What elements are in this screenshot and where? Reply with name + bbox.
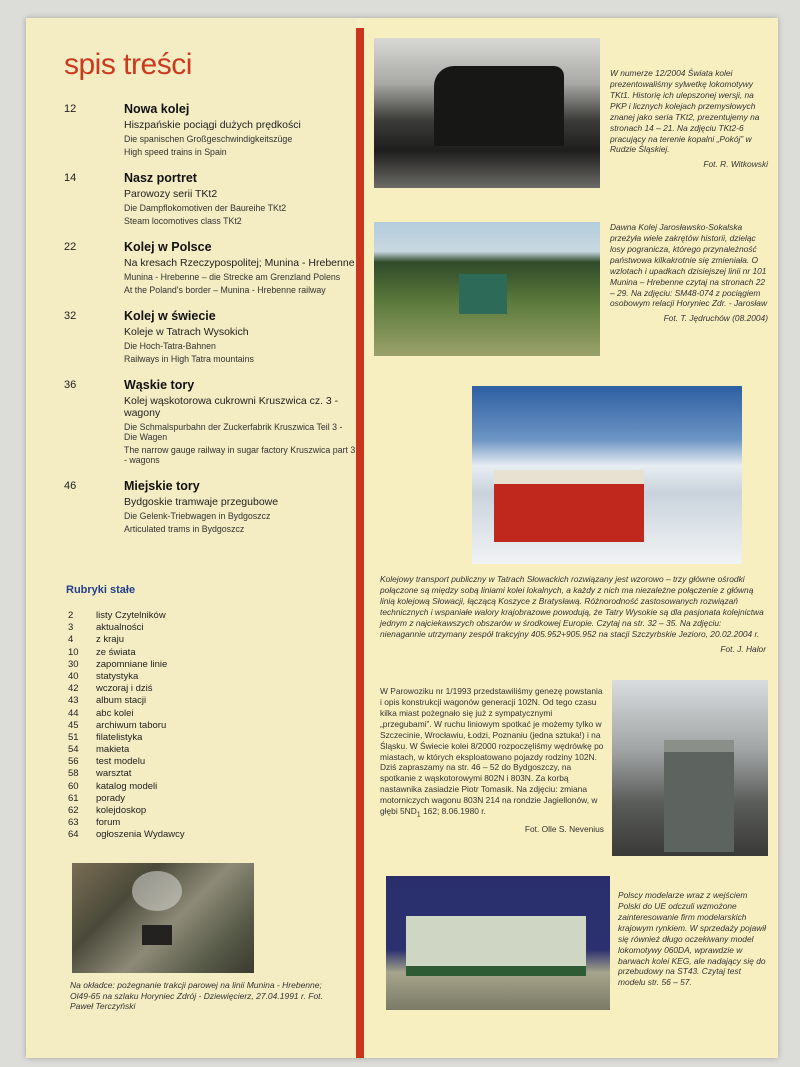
regular-section-label: test modelu: [96, 756, 146, 768]
regular-section-item[interactable]: [68, 720, 328, 732]
caption-subscript: 1: [416, 811, 421, 819]
regular-section-item[interactable]: [68, 610, 328, 622]
regular-section-label: forum: [96, 817, 121, 829]
article-title-en: Railways in High Tatra mountains: [124, 354, 254, 364]
caption-tail: 162; 8.06.1980 r.: [420, 806, 486, 817]
locomotive-shape: [434, 66, 564, 146]
regular-section-label: listy Czytelników: [96, 610, 166, 621]
magazine-page: [26, 18, 778, 1058]
caption-bydgoszcz: [380, 686, 604, 835]
regular-section-label: wczoraj i dziś: [96, 683, 153, 695]
section-heading: Nowa kolej: [124, 102, 190, 116]
regular-section-item[interactable]: [68, 683, 328, 695]
caption-text: Polscy modelarze wraz z wejściem Polski do UE odczuli wzmożone zainteresowanie firm modelarskich krajowym rynkiem. W sprzedaży pojawił się również długo oczekiwany model lokomotywy 060DA, wprawdzie w barwach kolei KEG, ale nadający się do przebudowy na ST43. Czytaj test modelu str. 56 – 57.: [618, 890, 766, 988]
regular-section-label: ze świata: [96, 646, 136, 658]
caption-munina: [610, 222, 768, 324]
steam-cloud: [132, 871, 182, 911]
article-title-de: Die Hoch-Tatra-Bahnen: [124, 341, 216, 351]
page-number: 45: [68, 719, 79, 731]
regular-section-item[interactable]: [68, 622, 328, 634]
toc-section[interactable]: [56, 309, 356, 364]
regular-sections-list: [68, 610, 328, 842]
section-heading: Kolej w Polsce: [124, 240, 212, 254]
page-number: 64: [68, 829, 79, 841]
caption-tatra: [380, 574, 766, 654]
page-number: 10: [68, 646, 79, 658]
article-title-en: Steam locomotives class TKt2: [124, 216, 242, 226]
table-of-contents-column: [26, 18, 356, 1058]
caption-tkt2: [610, 68, 768, 170]
locomotive-shape: [142, 925, 172, 945]
regular-section-label: warsztat: [96, 768, 132, 780]
page-number: 12: [64, 103, 77, 115]
toc-list: [56, 102, 356, 548]
locomotive-shape: [459, 274, 507, 314]
article-title-pl: Kolej wąskotorowa cukrowni Kruszwica cz. 3 - wagony: [124, 395, 339, 419]
regular-section-item[interactable]: [68, 659, 328, 671]
regular-section-item[interactable]: [68, 708, 328, 720]
toc-section[interactable]: [56, 171, 356, 226]
regular-section-item[interactable]: [68, 732, 328, 744]
photo-credit: Fot. R. Witkowski: [703, 159, 768, 170]
regular-section-label: filatelistyka: [96, 731, 143, 743]
article-title-de: Munina - Hrebenne – die Strecke am Grenzland Polens: [124, 272, 341, 282]
page-number: 32: [64, 310, 77, 322]
photo-column: [364, 18, 778, 1058]
red-divider: [356, 28, 364, 1058]
regular-section-label: statystyka: [96, 670, 139, 682]
regular-section-label: abc kolei: [96, 707, 134, 719]
tram-shape: [494, 470, 644, 542]
regular-section-item[interactable]: [68, 756, 328, 768]
section-heading: Miejskie tory: [124, 479, 200, 493]
page-number: 46: [64, 480, 77, 492]
section-heading: Nasz portret: [124, 171, 197, 185]
photo-credit: Fot. T. Jędruchów (08.2004): [663, 313, 768, 324]
photo-credit: Fot. Olle S. Nevenius: [524, 823, 604, 834]
regular-section-item[interactable]: [68, 744, 328, 756]
regular-section-item[interactable]: [68, 793, 328, 805]
article-title-de: Die Dampflokomotiven der Baureihe TKt2: [124, 203, 287, 213]
page-number: 54: [68, 744, 79, 756]
article-title-en: The narrow gauge railway in sugar factory Kruszwica part 3 - wagons: [124, 445, 356, 465]
regular-section-label: ogłoszenia Wydawcy: [96, 829, 185, 841]
page-number: 36: [64, 379, 77, 391]
photo-model-locomotive: [386, 876, 610, 1010]
toc-section[interactable]: [56, 378, 356, 465]
article-title-pl: Bydgoskie tramwaje przegubowe: [124, 496, 279, 508]
caption-text: Kolejowy transport publiczny w Tatrach Słowackich rozwiązany jest wzorowo – trzy główne ośrodki połączone są między sobą liniami kolei lokalnych, a każdy z nich ma niezależne połączenie z główną linią kolejową Słowacji, łączącą Koszyce z Bratysławą. Różnorodność zastosowanych rozwiązań technicznych i wspaniałe walory krajobrazowe powodują, że Tatry Wysokie są dla pasjonata kolejnictwa jednym z najciekawszych obszarów w środkowej Europie. Czytaj na str. 32 – 35. Na zdjęciu: nienagannie utrzymany zespół trakcyjny 405.952+905.952 na stacji Szczyrbskie Jezioro, 20.02.2004 r.: [380, 574, 764, 639]
article-title-en: High speed trains in Spain: [124, 147, 227, 157]
regular-section-item[interactable]: [68, 647, 328, 659]
article-title-de: Die Schmalspurbahn der Zuckerfabrik Kruszwica Teil 3 - Die Wagen: [124, 422, 343, 442]
caption-text: W numerze 12/2004 Świata kolei prezentowaliśmy sylwetkę lokomotywy TKt1. Historię ich ulepszonej wersji, na PKP i licznych kolejach przemysłowych znanej jako seria TKt2, prezentujemy na stronach 14 – 21. Na zdjęciu TKt2-6 pracujący na terenie kopalni „Pokój” w Rudzie Śląskiej.: [610, 68, 760, 155]
section-heading: Kolej w świecie: [124, 309, 216, 323]
photo-steam-locomotive: [374, 38, 600, 188]
page-number: 40: [68, 670, 79, 682]
page-title: spis treści: [64, 48, 192, 81]
regular-section-item[interactable]: [68, 817, 328, 829]
regular-section-label: katalog modeli: [96, 780, 158, 792]
regular-section-item[interactable]: [68, 781, 328, 793]
article-title-pl: Hiszpańskie pociągi dużych prędkości: [124, 119, 301, 131]
locomotive-shape: [406, 916, 586, 976]
article-title-pl: Koleje w Tatrach Wysokich: [124, 326, 249, 338]
photo-tatra-tram: [472, 386, 742, 564]
page-number: 63: [68, 817, 79, 829]
regular-section-label: archiwum taboru: [96, 719, 167, 731]
page-number: 42: [68, 683, 79, 695]
page-number: 4: [68, 634, 74, 646]
page-number: 43: [68, 695, 79, 707]
regular-section-label: zapomniane linie: [96, 658, 168, 670]
tram-shape: [664, 740, 734, 852]
regular-section-label: z kraju: [96, 634, 124, 646]
cover-caption: Na okładce: pożegnanie trakcji parowej na linii Munina - Hrebenne; Ol49-65 na szlaku Horyniec Zdrój - Dziewięcierz, 27.04.1991 r. Fot. Paweł Terczyński: [70, 980, 323, 1012]
toc-section[interactable]: [56, 240, 356, 295]
toc-section[interactable]: [56, 102, 356, 157]
regular-section-label: kolejdoskop: [96, 805, 147, 816]
article-title-pl: Na kresach Rzeczypospolitej; Munina - Hrebenne: [124, 257, 355, 269]
page-number: 44: [68, 707, 79, 719]
section-heading: Wąskie tory: [124, 378, 195, 392]
caption-text: Dawna Kolej Jarosławsko-Sokalska przeżyła wiele zakrętów historii, dzieląc losy pogranicza, którego przynależność państwowa kilkakrotnie się zmieniała. O wzlotach i upadkach dzisiejszej linii nr 101 Munina – Hrebenne czytaj na stronach 22 – 29. Na zdjęciu: SM48-074 z pociągiem osobowym relacji Horyniec Zdr. - Jarosław: [610, 222, 767, 309]
cover-photo: [72, 863, 254, 973]
article-title-de: Die spanischen Großgeschwindigkeitszüge: [124, 134, 293, 144]
page-number: 58: [68, 768, 79, 780]
regular-section-item[interactable]: [68, 768, 328, 780]
regular-section-label: aktualności: [96, 622, 144, 634]
regular-section-item[interactable]: [68, 671, 328, 683]
page-number: 22: [64, 241, 77, 253]
article-title-pl: Parowozy serii TKt2: [124, 188, 218, 200]
caption-text: W Parowoziku nr 1/1993 przedstawiliśmy genezę powstania i opis konstrukcji wagonów generacji 102N. Od tego czasu kilka miast pożegnało się już z sympatycznymi „przegubami”. W ruchu liniowym spotkać je możemy tylko w Szczecinie, Wrocławiu, Łodzi, Poznaniu (jedna sztuka!) i na Śląsku. W Świecie kolei 8/2000 rozpoczęliśmy wędrówkę po miastach, w których eksploatowano pojazdy rodziny 102N. Dziś zapraszamy na str. 46 – 52 do Bydgoszczy, na spotkanie z wąskotorowymi 802N i 803N. Za korbą nastawnika zasiadzie Piotr Tomasik. Na zdjęciu: zmiana motorniczych wagonu 803N 214 na rondzie Jagiellonów, w głębi 5ND: [380, 686, 604, 817]
photo-diesel-train: [374, 222, 600, 356]
regular-section-label: album stacji: [96, 695, 147, 707]
page-number: 14: [64, 172, 77, 184]
regular-section-label: porady: [96, 792, 126, 804]
article-title-de: Die Gelenk-Triebwagen in Bydgoszcz: [124, 511, 271, 521]
page-number: 60: [68, 780, 79, 792]
regular-section-label: makieta: [96, 744, 130, 756]
page-number: 61: [68, 792, 79, 804]
toc-section[interactable]: [56, 479, 356, 534]
regular-section-item[interactable]: [68, 634, 328, 646]
photo-articulated-tram: [612, 680, 768, 856]
page-number: 3: [68, 622, 74, 634]
page-number: 62: [68, 805, 79, 816]
page-number: 56: [68, 756, 79, 768]
article-title-en: Articulated trams in Bydgoszcz: [124, 524, 245, 534]
article-title-en: At the Poland's border – Munina - Hrebenne railway: [124, 285, 326, 295]
page-number: 2: [68, 610, 74, 621]
page-number: 51: [68, 731, 79, 743]
regular-section-item[interactable]: [68, 829, 328, 841]
regular-section-item[interactable]: [68, 695, 328, 707]
photo-credit: Fot. J. Halor: [720, 643, 766, 654]
page-number: 30: [68, 658, 79, 670]
regular-sections-title: Rubryki stałe: [66, 584, 136, 596]
regular-section-item[interactable]: [68, 805, 328, 817]
caption-model: [618, 890, 768, 988]
